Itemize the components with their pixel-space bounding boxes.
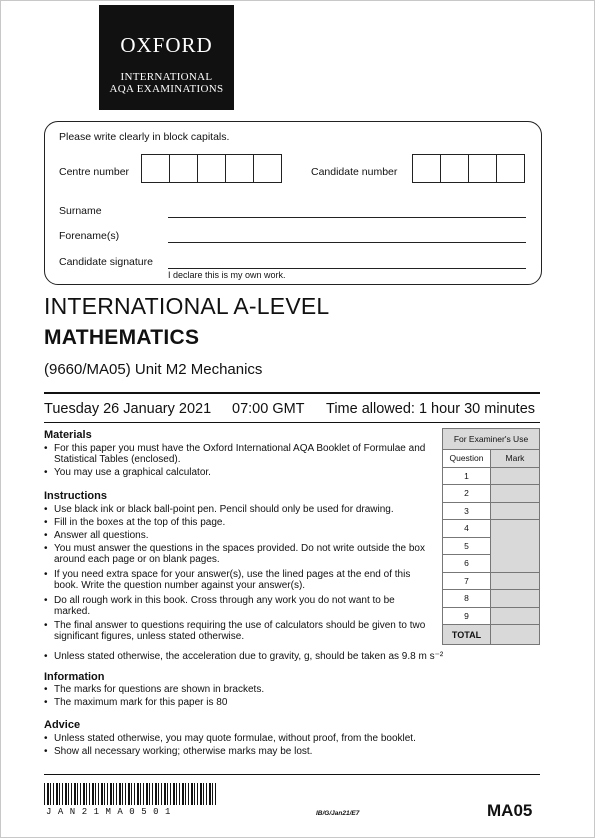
mark-cell <box>491 520 540 573</box>
candidate-details-box <box>44 121 542 285</box>
exam-date: Tuesday 26 January 2021 <box>44 401 212 417</box>
examiner-use-table <box>442 428 540 645</box>
subject-title: MATHEMATICS <box>44 326 200 349</box>
signature-label: Candidate signature <box>59 256 153 268</box>
question-number: 9 <box>443 607 491 625</box>
list-item: • For this paper you must have the Oxford International AQA Booklet of Formulae and Statistical Tables (enclosed). <box>44 443 426 466</box>
list-item: • The marks for questions are shown in brackets. <box>44 684 265 695</box>
list-item: • You may use a graphical calculator. <box>44 467 211 478</box>
list-item: • Do all rough work in this book. Cross through any work you do not want to be marked. <box>44 595 395 618</box>
forenames-label: Forename(s) <box>59 230 120 242</box>
total-mark-cell <box>491 625 540 645</box>
total-label: TOTAL <box>443 625 491 645</box>
qualification-title: INTERNATIONAL A-LEVEL <box>44 293 330 319</box>
centre-digit-box[interactable] <box>169 154 198 183</box>
list-item: • If you need extra space for your answer(s), use the lined pages at the end of this book. Write the question number against your answer(s). <box>44 569 411 592</box>
candidate-digit-box[interactable] <box>468 154 497 183</box>
centre-digit-box[interactable] <box>225 154 254 183</box>
candidate-digit-box[interactable] <box>440 154 469 183</box>
barcode-text: JAN21MA0501 <box>46 807 177 817</box>
forenames-field[interactable] <box>168 242 526 243</box>
logo-brand: OXFORD <box>120 33 213 57</box>
list-item: • Use black ink or black ball-point pen. Pencil should only be used for drawing. <box>44 504 394 515</box>
mark-cell <box>491 590 540 608</box>
mark-cell <box>491 502 540 520</box>
list-item: • The maximum mark for this paper is 80 <box>44 697 228 708</box>
candidate-digit-box[interactable] <box>412 154 441 183</box>
centre-digit-box[interactable] <box>197 154 226 183</box>
list-item: • Unless stated otherwise, the acceleration due to gravity, g, should be taken as 9.8 m s⁻² <box>44 651 444 662</box>
centre-number-label: Centre number <box>59 166 130 178</box>
block-capitals-instruction: Please write clearly in block capitals. <box>59 131 230 143</box>
list-item: • Fill in the boxes at the top of this page. <box>44 517 226 528</box>
mark-cell <box>491 467 540 485</box>
list-item: • You must answer the questions in the spaces provided. Do not write outside the box around each page or on blank pages. <box>44 543 425 566</box>
centre-digit-box[interactable] <box>141 154 170 183</box>
list-item: • The final answer to questions requiring the use of calculators should be given to two significant figures, unless stated otherwise. <box>44 620 426 643</box>
question-number: 6 <box>443 555 491 573</box>
paper-code: MA05 <box>487 801 533 820</box>
question-number: 1 <box>443 467 491 485</box>
signature-field[interactable] <box>168 268 526 269</box>
question-number: 2 <box>443 485 491 503</box>
surname-label: Surname <box>59 205 102 217</box>
candidate-digit-box[interactable] <box>496 154 525 183</box>
candidate-number-boxes[interactable] <box>413 154 525 183</box>
logo-line-1: INTERNATIONAL <box>120 71 213 83</box>
logo-line-2: AQA EXAMINATIONS <box>109 83 224 95</box>
question-number: 5 <box>443 537 491 555</box>
list-item: • Show all necessary working; otherwise marks may be lost. <box>44 746 313 757</box>
question-number: 3 <box>443 502 491 520</box>
mark-column-header: Mark <box>491 450 540 468</box>
time-allowed: Time allowed: 1 hour 30 minutes <box>326 401 536 417</box>
materials-heading: Materials <box>44 429 92 441</box>
divider-top <box>44 392 540 394</box>
unit-title: (9660/MA05) Unit M2 Mechanics <box>44 361 263 378</box>
question-number: 4 <box>443 520 491 538</box>
exam-time: 07:00 GMT <box>232 401 305 417</box>
oxford-aqa-logo <box>99 5 234 110</box>
centre-number-boxes[interactable] <box>142 154 282 183</box>
advice-heading: Advice <box>44 719 81 731</box>
divider-timing <box>44 422 540 423</box>
declaration-text: I declare this is my own work. <box>168 270 286 280</box>
examiner-table-title: For Examiner's Use <box>443 429 540 450</box>
mark-cell <box>491 607 540 625</box>
paper-reference: IB/G/Jan21/E7 <box>316 810 360 817</box>
mark-cell <box>491 485 540 503</box>
question-number: 7 <box>443 572 491 590</box>
question-number: 8 <box>443 590 491 608</box>
information-heading: Information <box>44 671 105 683</box>
candidate-number-label: Candidate number <box>311 166 398 178</box>
question-column-header: Question <box>443 450 491 468</box>
list-item: • Unless stated otherwise, you may quote formulae, without proof, from the booklet. <box>44 733 416 744</box>
list-item: • Answer all questions. <box>44 530 149 541</box>
surname-field[interactable] <box>168 217 526 218</box>
instructions-heading: Instructions <box>44 490 107 502</box>
centre-digit-box[interactable] <box>253 154 282 183</box>
barcode <box>44 783 218 805</box>
mark-cell <box>491 572 540 590</box>
divider-footer <box>44 774 540 775</box>
